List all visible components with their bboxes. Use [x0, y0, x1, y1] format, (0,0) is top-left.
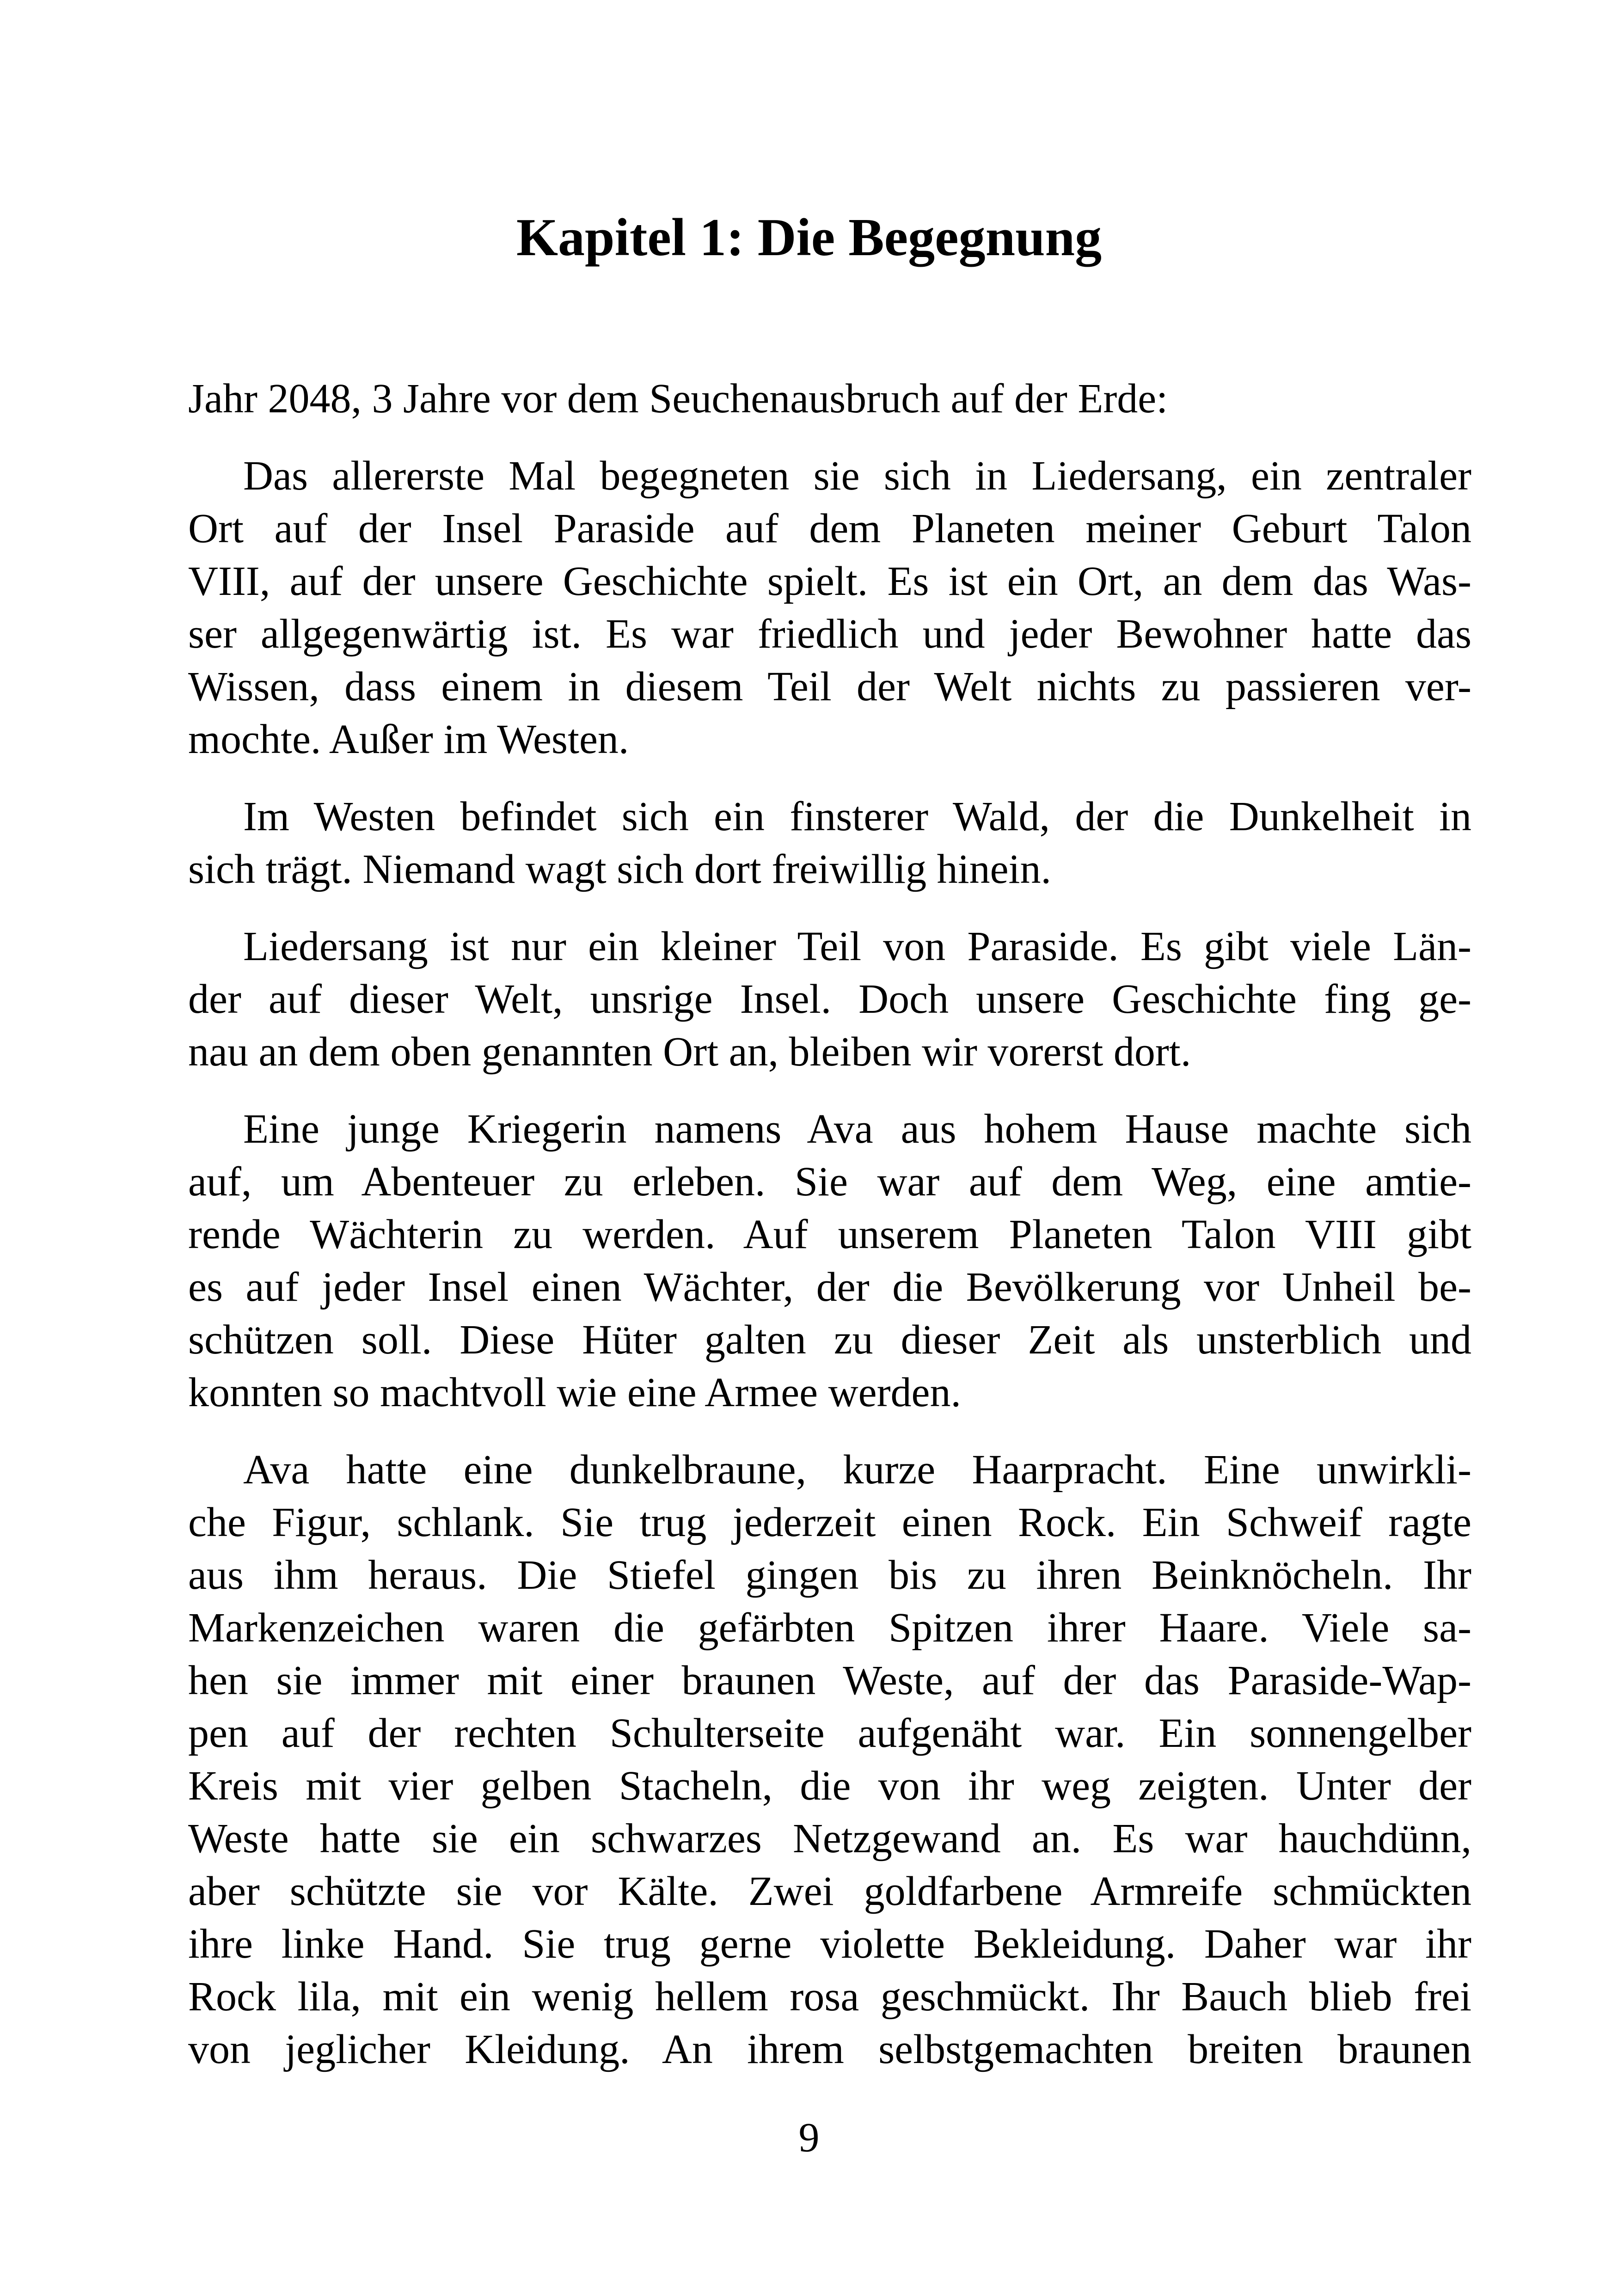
- text-line: auf, um Abenteuer zu erleben. Sie war auf dem Weg, eine amtie-: [188, 1159, 1471, 1205]
- text-line: Liedersang ist nur ein kleiner Teil von Paraside. Es gibt viele Län-: [243, 924, 1471, 969]
- text-line: aber schützte sie vor Kälte. Zwei goldfarbene Armreife schmückten: [188, 1868, 1471, 1914]
- text-line: Im Westen befindet sich ein finsterer Wald, der die Dunkelheit in: [243, 794, 1471, 839]
- text-line: es auf jeder Insel einen Wächter, der die Bevölkerung vor Unheil be-: [188, 1264, 1471, 1310]
- text-line: nau an dem oben genannten Ort an, bleiben wir vorerst dort.: [188, 1029, 1191, 1075]
- text-line: hen sie immer mit einer braunen Weste, auf der das Paraside-Wap-: [188, 1658, 1471, 1703]
- text-line: che Figur, schlank. Sie trug jederzeit einen Rock. Ein Schweif ragte: [188, 1500, 1471, 1545]
- text-line: von jeglicher Kleidung. An ihrem selbstgemachten breiten braunen: [188, 2027, 1471, 2072]
- paragraph: [188, 920, 1471, 1078]
- text-line: Ort auf der Insel Paraside auf dem Planeten meiner Geburt Talon: [188, 506, 1471, 551]
- text-line: Eine junge Kriegerin namens Ava aus hohem Hause machte sich: [243, 1106, 1471, 1152]
- text-line: pen auf der rechten Schulterseite aufgenäht war. Ein sonnengelber: [188, 1710, 1471, 1756]
- text-line: VIII, auf der unsere Geschichte spielt. Es ist ein Ort, an dem das Was-: [188, 558, 1471, 604]
- text-line: Wissen, dass einem in diesem Teil der Welt nichts zu passieren ver-: [188, 664, 1471, 710]
- page-number: 9: [798, 2115, 820, 2161]
- text-line: aus ihm heraus. Die Stiefel gingen bis zu ihren Beinknöcheln. Ihr: [188, 1552, 1471, 1598]
- paragraph: [188, 450, 1471, 766]
- text-line: sich trägt. Niemand wagt sich dort freiwillig hinein.: [188, 846, 1052, 892]
- paragraph: [188, 1103, 1471, 1419]
- paragraph: [188, 1444, 1471, 2076]
- text-line: Kreis mit vier gelben Stacheln, die von ihr weg zeigten. Unter der: [188, 1763, 1471, 1809]
- text-line: ser allgegenwärtig ist. Es war friedlich und jeder Bewohner hatte das: [188, 611, 1471, 657]
- text-line: mochte. Außer im Westen.: [188, 716, 629, 762]
- paragraph: [188, 373, 1471, 425]
- chapter-title: Kapitel 1: Die Begegnung: [516, 208, 1102, 267]
- text-line: rende Wächterin zu werden. Auf unserem Planeten Talon VIII gibt: [188, 1212, 1471, 1257]
- chapter-body: [188, 373, 1471, 2100]
- text-line: Markenzeichen waren die gefärbten Spitzen ihrer Haare. Viele sa-: [188, 1605, 1471, 1651]
- text-line: Jahr 2048, 3 Jahre vor dem Seuchenausbruch auf der Erde:: [188, 376, 1168, 422]
- text-line: Weste hatte sie ein schwarzes Netzgewand an. Es war hauchdünn,: [188, 1816, 1471, 1861]
- text-line: ihre linke Hand. Sie trug gerne violette Bekleidung. Daher war ihr: [188, 1921, 1471, 1967]
- paragraph: [188, 790, 1471, 896]
- text-line: der auf dieser Welt, unsrige Insel. Doch unsere Geschichte fing ge-: [188, 976, 1471, 1022]
- text-line: schützen soll. Diese Hüter galten zu dieser Zeit als unsterblich und: [188, 1317, 1471, 1363]
- text-line: Das allererste Mal begegneten sie sich in Liedersang, ein zentraler: [243, 453, 1471, 499]
- text-line: Rock lila, mit ein wenig hellem rosa geschmückt. Ihr Bauch blieb frei: [188, 1974, 1471, 2020]
- text-line: konnten so machtvoll wie eine Armee werden.: [188, 1370, 961, 1415]
- text-line: Ava hatte eine dunkelbraune, kurze Haarpracht. Eine unwirkli-: [243, 1447, 1471, 1493]
